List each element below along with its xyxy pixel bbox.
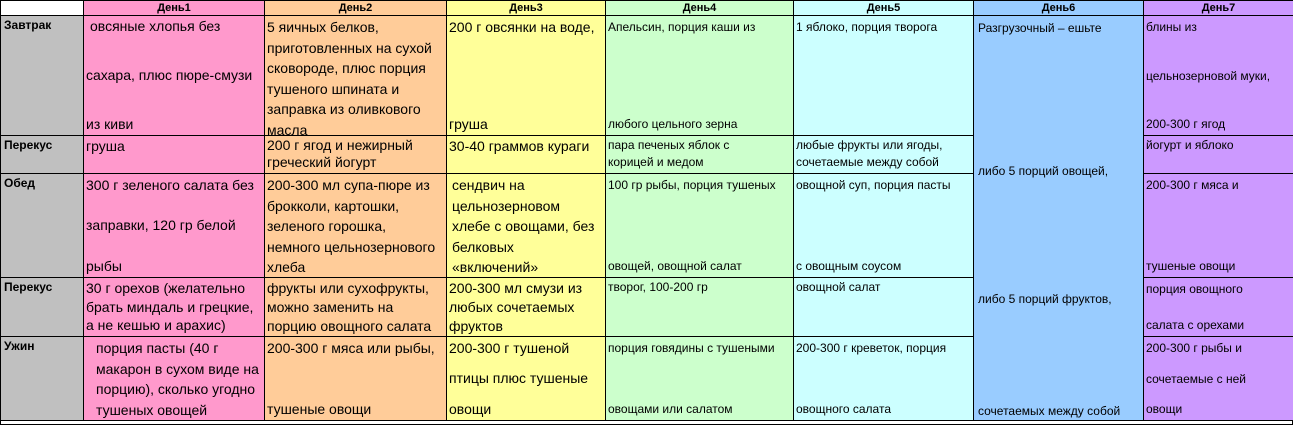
cell-line: порция говядины с тушеными [608, 341, 775, 355]
cell-snack2-day2 [265, 278, 447, 337]
cell-snack2-day1 [84, 278, 265, 337]
header-day5: День5 [794, 1, 974, 16]
header-day4: День4 [606, 1, 794, 16]
cell-line: тушеных овощей [96, 401, 208, 418]
cell-line: овсяные хлопья без [90, 18, 221, 34]
header-day7: День7 [1144, 1, 1293, 16]
cell-line: Апельсин, порция каши из [608, 20, 756, 34]
cell-snack1-day4 [606, 136, 794, 174]
cell-line: 200 г ягод и нежирный [267, 137, 413, 153]
cell-line: корицей и медом [608, 155, 704, 169]
cell-line: заправки, 120 гр белой [86, 217, 236, 234]
cell-line: сковороде, плюс порция [267, 60, 426, 76]
cell-line: груша [449, 115, 488, 132]
cell-line: 200-300 г мяса или рыбы, [267, 340, 435, 356]
cell-line: 200-300 мл супа-пюре из [267, 177, 430, 193]
cell-line: хлебе с овощами, без [452, 218, 595, 234]
cell-lunch-day7 [1144, 174, 1293, 278]
cell-line: сочетаемые между собой [796, 155, 939, 169]
row-label-snack2: Перекус [1, 278, 84, 337]
cell-line: зеленого горошка, [267, 218, 387, 234]
cell-line: 100 гр рыбы, порция тушеных [608, 178, 776, 192]
cell-line: заправка из оливкового [267, 101, 421, 117]
header-day6: День6 [974, 1, 1144, 16]
cell-line: 200-300 г мяса и [1146, 178, 1239, 192]
cell-line: 200-300 г ягод [1146, 117, 1226, 131]
cell-snack2-day3 [447, 278, 606, 337]
cell-line: приготовленных на сухой [267, 39, 432, 56]
cell-breakfast-day4 [606, 16, 794, 136]
cell-line: «включений» [452, 259, 539, 275]
cell-snack2-day4 [606, 278, 794, 337]
cell-line: овощей, овощной салат [608, 259, 742, 273]
cell-line: 300 г зеленого салата без [86, 177, 254, 193]
cell-line: порция овощного [1146, 282, 1243, 296]
cell-line: 200-300 г креветок, порция [796, 341, 947, 355]
cell-line: 5 яичных белков, [267, 19, 379, 35]
cell-line: цельнозерновой муки, [1146, 68, 1271, 83]
cell-line: из киви [86, 115, 134, 132]
cell-line: цельнозерновом [452, 197, 561, 214]
cell-line: сочетаемые с ней [1146, 371, 1247, 386]
cell-snack1-day7 [1144, 136, 1293, 174]
cell-line: фрукты или сухофрукты, [267, 280, 429, 296]
cell-snack1-day3 [447, 136, 606, 174]
cell-line: фруктов [449, 318, 503, 334]
cell-line: немного цельнозернового [267, 238, 436, 255]
cell-lunch-day3 [447, 174, 606, 278]
cell-line: 200 г овсянки на воде, [449, 19, 595, 35]
cell-line: йогурт и яблоко [1146, 138, 1234, 152]
cell-line: тушеного шпината и [267, 80, 400, 97]
row-label-snack1: Перекус [1, 136, 84, 174]
cell-lunch-day5 [794, 174, 974, 278]
cell-line: 200-300 г тушеной [449, 340, 570, 356]
cell-line: белковых [452, 238, 514, 255]
cell-line: салата с орехами [1146, 318, 1245, 332]
cell-snack1-day1 [84, 136, 265, 174]
cell-line: овощного салата [796, 402, 892, 416]
cell-line: любого цельного зерна [608, 117, 738, 131]
cell-line: птицы плюс тушеные [449, 370, 589, 387]
cell-line: творог, 100-200 гр [608, 280, 708, 294]
cell-line: 200-300 г рыбы и [1146, 341, 1242, 355]
cell-line: а не кешью и арахис) [86, 317, 226, 333]
cell-lunch-day4 [606, 174, 794, 278]
cell-breakfast-day5 [794, 16, 974, 136]
cell-line: любых сочетаемых [449, 299, 575, 315]
cell-line: сендвич на [452, 177, 525, 193]
corner-header [1, 1, 84, 16]
cell-line: тушеные овощи [1146, 259, 1236, 273]
cell-line: блины из [1146, 20, 1197, 34]
cell-dinner-day2 [265, 337, 447, 421]
cell-line: греческий йогурт [267, 154, 377, 170]
cell-dinner-day1 [84, 337, 265, 421]
day6-line-4: сочетаемых между собой [978, 404, 1121, 418]
cell-line: масла [267, 121, 308, 136]
header-day2: День2 [265, 1, 447, 16]
day6-line-3: либо 5 порций фруктов, [978, 292, 1112, 306]
cell-line: овощи [449, 400, 492, 417]
header-day1: День1 [84, 1, 265, 16]
cell-line: рыбы [86, 257, 122, 274]
cell-line: порцию), сколько угодно [96, 381, 256, 397]
cell-snack1-day5 [794, 136, 974, 174]
cell-snack2-day7 [1144, 278, 1293, 337]
cell-dinner-day3 [447, 337, 606, 421]
cell-line: брать миндаль и грецкие, [86, 298, 254, 315]
cell-line: 200-300 мл смузи из [449, 280, 583, 296]
cell-line: 1 яблоко, порция творога [796, 20, 938, 34]
cell-line: хлеба [267, 259, 306, 275]
cell-line: пара печеных яблок с [608, 138, 730, 152]
cell-snack1-day2 [265, 136, 447, 174]
cell-breakfast-day3 [447, 16, 606, 136]
cell-line: груша [86, 138, 125, 154]
cell-breakfast-day1 [84, 16, 265, 136]
cell-line: брокколи, картошки, [267, 197, 400, 214]
row-label-lunch: Обед [1, 174, 84, 278]
cell-line: овощи [1146, 402, 1183, 416]
cell-line: тушеные овощи [267, 400, 372, 417]
day6-line-1: Разгрузочный – ешьте [978, 21, 1102, 35]
cell-line: порция пасты (40 г [96, 340, 219, 356]
day6-line-2: либо 5 порций овощей, [978, 164, 1109, 178]
cell-line: 30-40 граммов кураги [449, 138, 590, 154]
cell-line: любые фрукты или ягоды, [796, 138, 943, 152]
cell-dinner-day7 [1144, 337, 1293, 421]
cell-breakfast-day7 [1144, 16, 1293, 136]
cell-line: овощной салат [796, 280, 881, 294]
cell-line: с овощным соусом [796, 259, 902, 273]
cell-line: порцию овощного салата [267, 318, 432, 334]
cell-dinner-day4 [606, 337, 794, 421]
cell-breakfast-day2 [265, 16, 447, 136]
cell-line: 30 г орехов (желательно [86, 280, 246, 296]
cell-line: овощами или салатом [608, 402, 733, 416]
cell-dinner-day5 [794, 337, 974, 421]
cell-lunch-day1 [84, 174, 265, 278]
row-label-dinner: Ужин [1, 337, 84, 421]
cell-line: макарон в сухом виде на [96, 360, 259, 377]
cell-snack2-day5 [794, 278, 974, 337]
cell-line: овощной суп, порция пасты [796, 178, 951, 192]
header-day3: День3 [447, 1, 606, 16]
cell-line: можно заменить на [267, 299, 394, 315]
cell-line: сахара, плюс пюре-смузи [86, 66, 253, 83]
cell-lunch-day2 [265, 174, 447, 278]
cell-day6-fasting [974, 16, 1144, 421]
row-label-breakfast: Завтрак [1, 16, 84, 136]
